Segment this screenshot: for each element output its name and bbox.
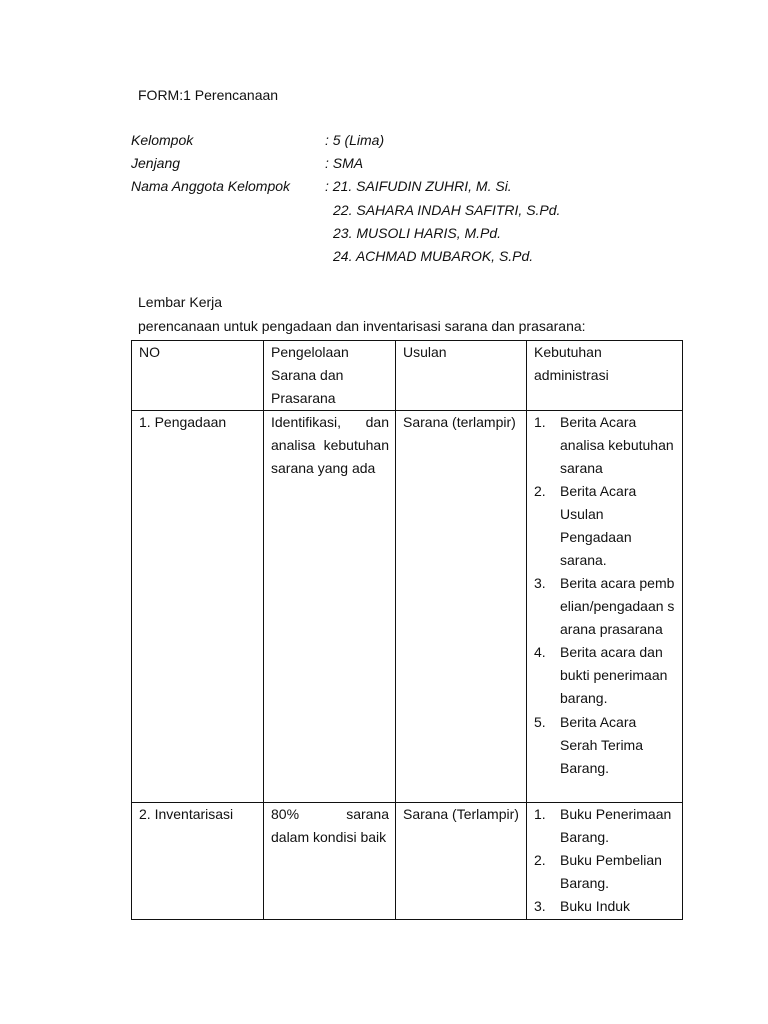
list-item-text: Berita acara dan bukti penerimaan barang.: [560, 644, 668, 706]
list-item-text: Buku Induk: [560, 898, 631, 914]
list-item-number: 2.: [534, 852, 546, 868]
list-item-text: Berita Acara analisa kebutuhan sarana: [560, 414, 674, 476]
table-header-row: [132, 341, 683, 411]
list-item-number: 5.: [534, 714, 546, 730]
list-item-number: 2.: [534, 483, 546, 499]
list-item-text: Berita Acara Serah Terima Barang.: [560, 714, 644, 776]
member-4: 24. ACHMAD MUBAROK, S.Pd.: [333, 248, 534, 264]
row-1-usulan: Sarana (terlampir): [396, 411, 527, 803]
row-2-no: 2. Inventarisasi: [132, 803, 264, 920]
header-pengelolaan: Pengelolaan Sarana dan Prasarana: [264, 341, 396, 411]
list-item: [534, 803, 676, 849]
anggota-label: Nama Anggota Kelompok: [131, 178, 291, 194]
list-item-number: 1.: [534, 414, 546, 430]
header-usulan: Usulan: [396, 341, 527, 411]
list-item-text: Berita acara pembelian/pengadaan sarana prasarana: [560, 575, 675, 637]
header-no: NO: [132, 341, 264, 411]
list-item: [534, 711, 676, 780]
list-item: [534, 641, 676, 710]
row-1-pengelolaan: [264, 411, 396, 803]
row-1-pengelolaan-rest: analisa kebutuhan sarana yang ada: [271, 437, 389, 476]
list-item-number: 4.: [534, 644, 546, 660]
member-2: 22. SAHARA INDAH SAFITRI, S.Pd.: [333, 202, 561, 218]
jenjang-value: : SMA: [325, 155, 364, 171]
row-2-pengelolaan-word-1: 80%: [271, 806, 300, 822]
member-1: : 21. SAIFUDIN ZUHRI, M. Si.: [325, 178, 512, 194]
worksheet-title: Lembar Kerja: [138, 294, 223, 310]
row-1-pengelolaan-word-1: Identifikasi,: [271, 414, 342, 430]
row-1-pengelolaan-word-2: dan: [365, 414, 389, 430]
list-item-text: Berita Acara Usulan Pengadaan sarana.: [560, 483, 637, 568]
row-2-usulan: Sarana (Terlampir): [396, 803, 527, 920]
list-item-number: 3.: [534, 898, 546, 914]
row-2-kebutuhan: [527, 803, 683, 920]
member-3: 23. MUSOLI HARIS, M.Pd.: [333, 225, 502, 241]
list-item: [534, 411, 676, 480]
list-item-text: Buku Penerimaan Barang.: [560, 806, 672, 845]
row-1-kebutuhan-list: [534, 411, 676, 780]
jenjang-label: Jenjang: [131, 155, 181, 171]
row-1-no: 1. Pengadaan: [132, 411, 264, 803]
worksheet-table: [131, 340, 683, 920]
row-1-kebutuhan: [527, 411, 683, 803]
list-item: [534, 572, 676, 641]
row-2-pengelolaan-word-2: sarana: [346, 806, 389, 822]
list-item: [534, 849, 676, 895]
kelompok-value: : 5 (Lima): [325, 132, 385, 148]
worksheet-subtitle: perencanaan untuk pengadaan dan inventarisasi sarana dan prasarana:: [138, 318, 586, 334]
table-row: [132, 411, 683, 803]
list-item-number: 1.: [534, 806, 546, 822]
list-item-text: Buku Pembelian Barang.: [560, 852, 662, 891]
list-item: [534, 895, 676, 918]
row-2-pengelolaan: [264, 803, 396, 920]
row-2-pengelolaan-rest: dalam kondisi baik: [271, 829, 387, 845]
row-2-pengelolaan-first-line: [271, 803, 389, 826]
table-row: [132, 803, 683, 920]
kelompok-label: Kelompok: [131, 132, 194, 148]
row-2-kebutuhan-list: [534, 803, 676, 918]
list-item: [534, 480, 676, 572]
form-title: FORM:1 Perencanaan: [138, 87, 279, 103]
list-item-number: 3.: [534, 575, 546, 591]
row-1-pengelolaan-first-line: [271, 411, 389, 434]
header-kebutuhan: Kebutuhan administrasi: [527, 341, 683, 411]
